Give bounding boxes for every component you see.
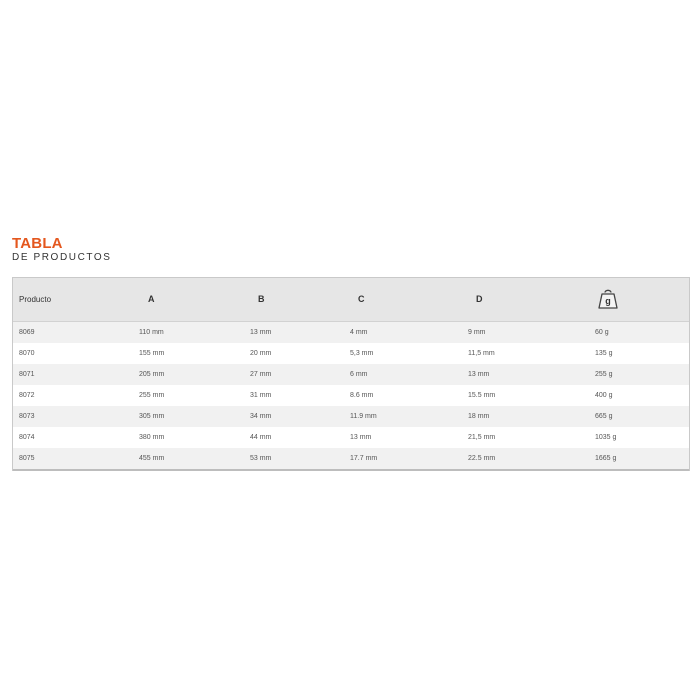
cell-b: 44 mm — [250, 434, 272, 441]
cell-d: 9 mm — [468, 329, 486, 336]
cell-b: 31 mm — [250, 392, 272, 399]
table-row — [13, 385, 689, 406]
cell-b: 34 mm — [250, 413, 272, 420]
table-row — [13, 448, 689, 471]
cell-producto: 8069 — [19, 329, 35, 336]
cell-b: 27 mm — [250, 371, 272, 378]
table-row — [13, 406, 689, 427]
cell-weight: 255 g — [595, 371, 613, 378]
cell-c: 6 mm — [350, 371, 368, 378]
cell-c: 5,3 mm — [350, 350, 374, 357]
heading-subtitle: DE PRODUCTOS — [12, 252, 112, 263]
cell-c: 4 mm — [350, 329, 368, 336]
header-a: A — [148, 294, 155, 304]
product-table — [12, 277, 690, 471]
header-producto: Producto — [19, 295, 52, 304]
cell-d: 18 mm — [468, 413, 490, 420]
cell-d: 21,5 mm — [468, 434, 496, 441]
cell-b: 53 mm — [250, 455, 272, 462]
weight-icon — [597, 288, 619, 310]
cell-d: 15.5 mm — [468, 392, 496, 399]
cell-weight: 1665 g — [595, 455, 617, 462]
cell-a: 205 mm — [139, 371, 165, 378]
cell-a: 155 mm — [139, 350, 165, 357]
table-header — [13, 278, 689, 322]
cell-weight: 1035 g — [595, 434, 617, 441]
cell-c: 13 mm — [350, 434, 372, 441]
cell-weight: 400 g — [595, 392, 613, 399]
cell-c: 8.6 mm — [350, 392, 374, 399]
weight-icon-label: g — [605, 296, 611, 306]
cell-producto: 8073 — [19, 413, 35, 420]
cell-producto: 8074 — [19, 434, 35, 441]
cell-d: 22.5 mm — [468, 455, 496, 462]
table-row — [13, 427, 689, 448]
cell-producto: 8071 — [19, 371, 35, 378]
cell-weight: 135 g — [595, 350, 613, 357]
header-d: D — [476, 294, 483, 304]
cell-producto: 8072 — [19, 392, 35, 399]
cell-a: 255 mm — [139, 392, 165, 399]
cell-a: 110 mm — [139, 329, 164, 336]
header-c: C — [358, 294, 365, 304]
cell-weight: 665 g — [595, 413, 613, 420]
cell-b: 13 mm — [250, 329, 272, 336]
cell-a: 455 mm — [139, 455, 165, 462]
cell-d: 11,5 mm — [468, 350, 495, 357]
cell-weight: 60 g — [595, 329, 609, 336]
table-row — [13, 343, 689, 364]
heading-title: TABLA — [12, 235, 63, 252]
cell-c: 11.9 mm — [350, 413, 377, 420]
table-body — [13, 322, 689, 471]
cell-a: 380 mm — [139, 434, 165, 441]
cell-producto: 8070 — [19, 350, 35, 357]
cell-producto: 8075 — [19, 455, 35, 462]
cell-a: 305 mm — [139, 413, 165, 420]
cell-b: 20 mm — [250, 350, 272, 357]
cell-c: 17.7 mm — [350, 455, 378, 462]
header-b: B — [258, 294, 265, 304]
page-heading — [12, 236, 112, 264]
table-row — [13, 322, 689, 343]
cell-d: 13 mm — [468, 371, 490, 378]
table-row — [13, 364, 689, 385]
